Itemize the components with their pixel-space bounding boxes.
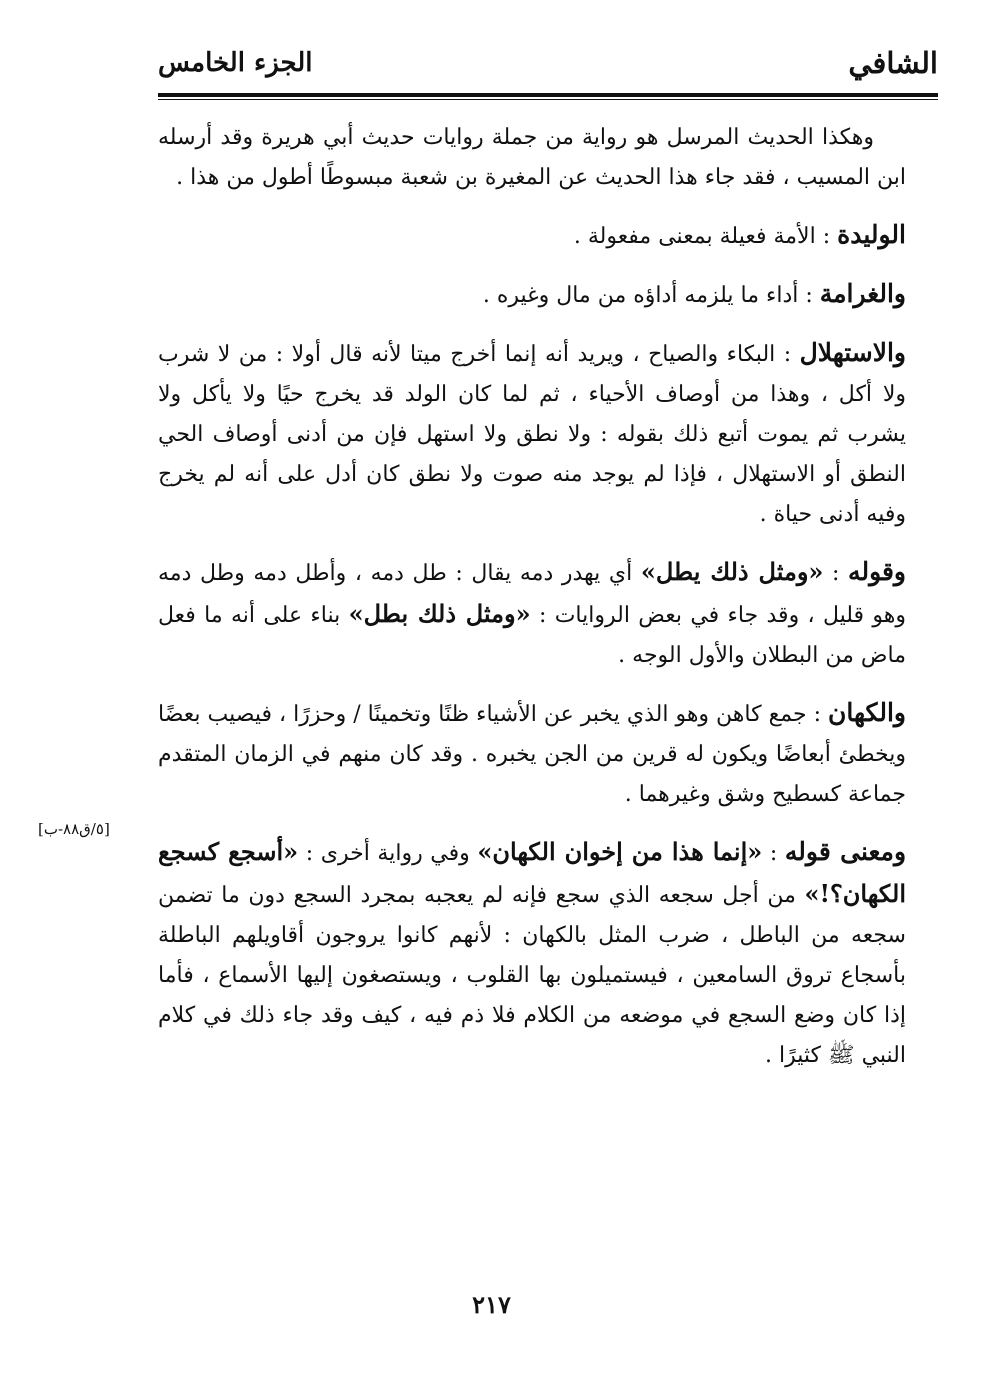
term-heading: ومعنى قوله	[784, 837, 907, 866]
paragraph-ghurama	[158, 274, 906, 316]
term-heading: والكهان	[828, 698, 906, 727]
term-heading: الوليدة	[837, 220, 906, 249]
header-rule-thin	[158, 99, 938, 100]
paragraph-istihlal	[158, 333, 906, 535]
main-text	[158, 118, 906, 1093]
paragraph-text: : أداء ما يلزمه أداؤه من مال وغيره .	[482, 283, 820, 308]
term-heading: وقوله	[848, 557, 907, 586]
paragraph-text: من أجل سجعه الذي سجع فإنه لم يعجبه بمجرد السجع دون ما تضمن سجعه من الباطل ، ضرب المثل بالكهان : لأنهم كانوا يروجون أقاويلهم الباطلة بأسجاع تروق السامعين ، فيستميلون بها القلوب ، ويستصغون إليها الأسماع ، فأما إذا كان وضع السجع في موضعه من الكلام فلا ذم فيه ، كيف وقد جاء ذلك في كلام النبي ﷺ كثيرًا .	[158, 883, 906, 1068]
volume-title: الجزء الخامس	[158, 48, 313, 78]
paragraph-text: بناء على أنه ما فعل ماض من البطلان والأول الوجه .	[158, 603, 906, 668]
term-heading: والاستهلال	[799, 338, 906, 367]
hadith-quote: «ومثل ذلك بطل»	[348, 599, 531, 628]
paragraph-sajaa	[158, 832, 906, 1076]
paragraph-text: أي يهدر دمه يقال : طل دمه ، وأطل دمه وطل دمه وهو قليل ، وقد جاء في بعض الروايات :	[158, 561, 907, 628]
page-header	[158, 40, 938, 98]
hadith-quote: «ومثل ذلك يطل»	[640, 557, 824, 586]
manuscript-folio-note: [٥/ق٨٨-ب]	[38, 820, 110, 838]
header-rule-thick	[158, 93, 938, 97]
book-title: الشافي	[848, 46, 938, 80]
paragraph-text: وهكذا الحديث المرسل هو رواية من جملة روايات حديث أبي هريرة وقد أرسله ابن المسيب ، فقد جاء هذا الحديث عن المغيرة بن شعبة مبسوطًا أطول من هذا .	[158, 125, 906, 190]
term-heading: والغرامة	[819, 279, 906, 308]
paragraph-kuhhan	[158, 693, 906, 815]
paragraph-text: وفي رواية أخرى :	[298, 841, 478, 866]
paragraph-text: :	[823, 561, 849, 586]
paragraph-text: : جمع كاهن وهو الذي يخبر عن الأشياء ظنًا وتخمينًا / وحزرًا ، فيصيب بعضًا ويخطئ أبعاضًا ويكون له قرين من الجن يخبره . وقد كان منهم في الزمان المتقدم جماعة كسطيح وشق وغيرهما .	[158, 702, 906, 807]
paragraph-text: : الأمة فعيلة بمعنى مفعولة .	[573, 224, 838, 249]
paragraph-text: :	[762, 841, 785, 866]
hadith-quote: «إنما هذا من إخوان الكهان»	[477, 837, 763, 866]
hadith-quote: «أسجع كسجع الكهان؟!»	[158, 837, 906, 908]
paragraph-walida	[158, 215, 906, 257]
paragraph-yutall	[158, 552, 906, 676]
paragraph-text: : البكاء والصياح ، ويريد أنه إنما أخرج ميتا لأنه قال أولا : من لا شرب ولا أكل ، وهذا من أوصاف الأحياء ، ثم لما كان الولد قد يخرج حيًا ولا يأكل ولا يشرب ثم يموت أتبع ذلك بقوله : ولا نطق ولا استهل فإن من أدنى أوصاف الحي النطق أو الاستهلال ، فإذا لم يوجد منه صوت ولا نطق كان أدل على أنه لم يخرج وفيه أدنى حياة .	[158, 342, 906, 527]
page-number: ٢١٧	[472, 1290, 511, 1319]
paragraph-mursal	[158, 118, 906, 198]
